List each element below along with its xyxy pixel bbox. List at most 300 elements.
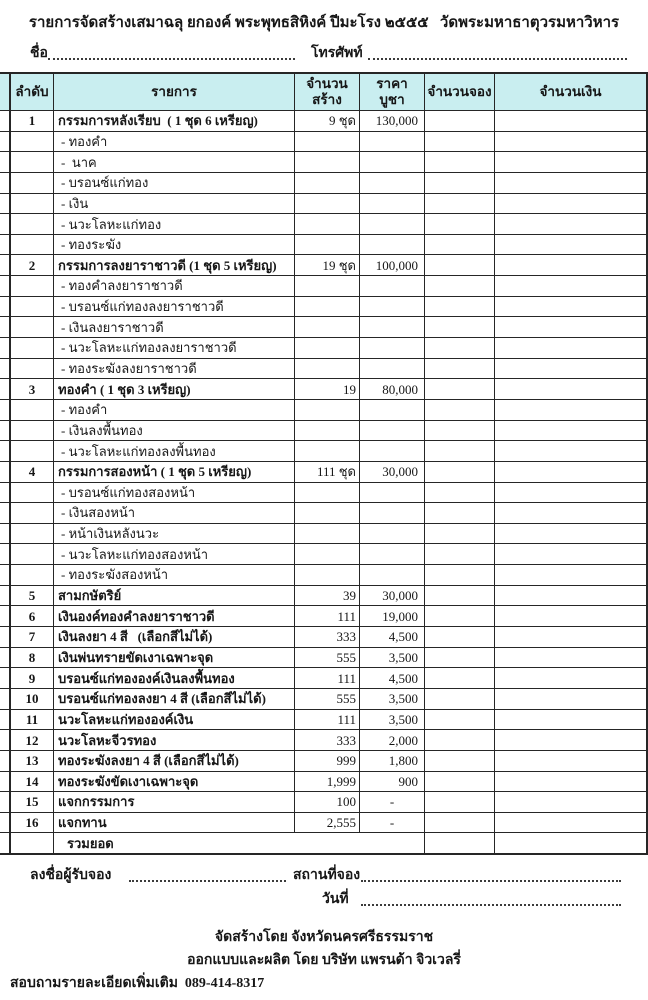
- item-cell: - นวะโลหะแก่ทอง: [54, 214, 295, 234]
- sub-item-row: [11, 235, 646, 256]
- reserve-cell: [425, 586, 495, 606]
- reserve-cell: [425, 214, 495, 234]
- no-cell: [11, 400, 54, 420]
- amount-cell: [495, 503, 646, 523]
- no-cell: 11: [11, 710, 54, 730]
- qty-cell: 555: [295, 689, 360, 709]
- edge-strip-cell: [0, 813, 9, 834]
- amount-cell: [495, 544, 646, 564]
- header-amount-label: จำนวนเงิน: [539, 84, 602, 100]
- amount-cell: [495, 441, 646, 461]
- item-cell: กรรมการหลังเรียบ ( 1 ชุด 6 เหรียญ): [54, 111, 295, 131]
- qty-cell: [295, 565, 360, 585]
- item-row: [11, 751, 646, 772]
- item-cell: - เงินลงพื้นทอง: [54, 421, 295, 441]
- amount-cell: [495, 276, 646, 296]
- qty-cell: [295, 317, 360, 337]
- item-cell: เงินพ่นทรายขัดเงาเฉพาะจุด: [54, 648, 295, 668]
- page-edge-strip: [0, 72, 9, 855]
- price-cell: [360, 214, 425, 234]
- qty-cell: 2,555: [295, 813, 360, 833]
- edge-strip-cell: [0, 297, 9, 318]
- header-qty: [295, 74, 360, 110]
- sub-item-row: [11, 400, 646, 421]
- header-no-label: ลำดับ: [15, 84, 49, 100]
- edge-strip-cell: [0, 503, 9, 524]
- header-item: [54, 74, 295, 110]
- no-cell: [11, 544, 54, 564]
- item-cell: - เงิน: [54, 194, 295, 214]
- edge-strip-cell: [0, 586, 9, 607]
- reserve-cell: [425, 317, 495, 337]
- sub-item-row: [11, 421, 646, 442]
- item-cell: - หน้าเงินหลังนวะ: [54, 524, 295, 544]
- no-cell: 5: [11, 586, 54, 606]
- reserve-cell: [425, 483, 495, 503]
- edge-strip-cell: [0, 441, 9, 462]
- sign-fill-line: [129, 868, 286, 882]
- sub-item-row: [11, 565, 646, 586]
- price-cell: [360, 194, 425, 214]
- produced-by-line: ออกแบบและผลิต โดย บริษัท แพรนด้า จิวเวลรี่: [187, 953, 461, 968]
- item-cell: สามกษัตริย์: [54, 586, 295, 606]
- item-row: [11, 606, 646, 627]
- edge-strip-cell: [0, 276, 9, 297]
- edge-strip-cell: [0, 544, 9, 565]
- header-qty-line1: จำนวน: [306, 76, 348, 92]
- header-reserve-label: จำนวนจอง: [427, 84, 492, 100]
- price-cell: [360, 359, 425, 379]
- sign-label: ลงชื่อผู้รับจอง: [30, 868, 112, 883]
- qty-cell: [295, 235, 360, 255]
- qty-cell: [295, 173, 360, 193]
- sub-item-row: [11, 441, 646, 462]
- amount-cell: [495, 317, 646, 337]
- item-cell: บรอนซ์แก่ทองลงยา 4 สี (เลือกสีไม่ได้): [54, 689, 295, 709]
- amount-cell: [495, 833, 646, 853]
- edge-strip-cell: [0, 173, 9, 194]
- no-cell: [11, 235, 54, 255]
- item-row: [11, 586, 646, 607]
- no-cell: 1: [11, 111, 54, 131]
- no-cell: [11, 194, 54, 214]
- qty-cell: [295, 194, 360, 214]
- no-cell: 10: [11, 689, 54, 709]
- item-cell: - ทองคำ: [54, 400, 295, 420]
- edge-strip-cell: [0, 483, 9, 504]
- item-cell: นวะโลหะจีวรทอง: [54, 730, 295, 750]
- total-label-cell: รวมยอด: [54, 833, 425, 853]
- qty-cell: [295, 276, 360, 296]
- sub-item-row: [11, 173, 646, 194]
- price-cell: [360, 483, 425, 503]
- table-header-row: [11, 74, 646, 111]
- price-cell: [360, 400, 425, 420]
- edge-strip-cell: [0, 111, 9, 132]
- amount-cell: [495, 214, 646, 234]
- item-cell: กรรมการสองหน้า ( 1 ชุด 5 เหรียญ): [54, 462, 295, 482]
- edge-strip-cell: [0, 379, 9, 400]
- edge-strip-cell: [0, 462, 9, 483]
- reserve-cell: [425, 730, 495, 750]
- edge-strip-cell: [0, 421, 9, 442]
- amount-cell: [495, 813, 646, 833]
- price-cell: -: [360, 813, 425, 833]
- reserve-cell: [425, 524, 495, 544]
- reserve-cell: [425, 565, 495, 585]
- item-cell: เงินลงยา 4 สี (เลือกสีไม่ได้): [54, 627, 295, 647]
- amount-cell: [495, 586, 646, 606]
- sub-item-row: [11, 276, 646, 297]
- reserve-cell: [425, 400, 495, 420]
- item-cell: - บรอนซ์แก่ทองสองหน้า: [54, 483, 295, 503]
- price-cell: [360, 235, 425, 255]
- qty-cell: 333: [295, 730, 360, 750]
- sub-item-row: [11, 132, 646, 153]
- edge-strip-cell: [0, 689, 9, 710]
- price-cell: [360, 524, 425, 544]
- price-cell: 4,500: [360, 668, 425, 688]
- reserve-cell: [425, 111, 495, 131]
- amount-cell: [495, 772, 646, 792]
- edge-strip-cell: [0, 132, 9, 153]
- amount-cell: [495, 132, 646, 152]
- reserve-cell: [425, 648, 495, 668]
- item-row: [11, 111, 646, 132]
- amount-cell: [495, 379, 646, 399]
- item-cell: - ทองระฆัง: [54, 235, 295, 255]
- name-fill-line: [48, 46, 295, 60]
- item-row: [11, 668, 646, 689]
- no-cell: 12: [11, 730, 54, 750]
- no-cell: [11, 297, 54, 317]
- edge-strip-cell: [0, 710, 9, 731]
- edge-strip-cell: [0, 317, 9, 338]
- reserve-cell: [425, 421, 495, 441]
- price-cell: 100,000: [360, 255, 425, 275]
- header-item-label: รายการ: [151, 84, 197, 100]
- reserve-cell: [425, 379, 495, 399]
- amount-cell: [495, 565, 646, 585]
- phone-label: โทรศัพท์: [311, 46, 363, 61]
- amount-cell: [495, 524, 646, 544]
- amount-cell: [495, 483, 646, 503]
- place-fill-line: [361, 868, 621, 882]
- reserve-cell: [425, 627, 495, 647]
- item-cell: - ทองระฆังลงยาราชาวดี: [54, 359, 295, 379]
- item-row: [11, 772, 646, 793]
- item-row: [11, 689, 646, 710]
- reserve-cell: [425, 194, 495, 214]
- price-cell: [360, 503, 425, 523]
- amount-cell: [495, 297, 646, 317]
- price-cell: 2,000: [360, 730, 425, 750]
- item-row: [11, 792, 646, 813]
- no-cell: 8: [11, 648, 54, 668]
- no-cell: 2: [11, 255, 54, 275]
- no-cell: [11, 173, 54, 193]
- reserve-cell: [425, 710, 495, 730]
- reserve-cell: [425, 359, 495, 379]
- reserve-cell: [425, 544, 495, 564]
- qty-cell: 1,999: [295, 772, 360, 792]
- place-label: สถานที่จอง: [293, 868, 361, 883]
- price-cell: [360, 421, 425, 441]
- sub-item-row: [11, 524, 646, 545]
- qty-cell: [295, 214, 360, 234]
- reserve-cell: [425, 235, 495, 255]
- no-cell: 6: [11, 606, 54, 626]
- reserve-cell: [425, 441, 495, 461]
- amount-cell: [495, 689, 646, 709]
- price-cell: 130,000: [360, 111, 425, 131]
- item-cell: นวะโลหะแก่ทององค์เงิน: [54, 710, 295, 730]
- no-cell: 14: [11, 772, 54, 792]
- reserve-cell: [425, 751, 495, 771]
- qty-cell: [295, 338, 360, 358]
- reserve-cell: [425, 338, 495, 358]
- qty-cell: 333: [295, 627, 360, 647]
- sub-item-row: [11, 359, 646, 380]
- item-cell: - นวะโลหะแก่ทองสองหน้า: [54, 544, 295, 564]
- phone-fill-line: [368, 46, 627, 60]
- edge-strip-cell: [0, 400, 9, 421]
- price-cell: [360, 173, 425, 193]
- sub-item-row: [11, 214, 646, 235]
- amount-cell: [495, 648, 646, 668]
- item-cell: ทองคำ ( 1 ชุด 3 เหรียญ): [54, 379, 295, 399]
- reserve-cell: [425, 152, 495, 172]
- no-cell: [11, 214, 54, 234]
- price-cell: 30,000: [360, 586, 425, 606]
- amount-cell: [495, 792, 646, 812]
- qty-cell: 111: [295, 606, 360, 626]
- edge-strip-cell: [0, 255, 9, 276]
- item-row: [11, 648, 646, 669]
- qty-cell: 555: [295, 648, 360, 668]
- item-cell: บรอนซ์แก่ทององค์เงินลงพื้นทอง: [54, 668, 295, 688]
- made-by-line: จัดสร้างโดย จังหวัดนครศรีธรรมราช: [214, 930, 434, 945]
- item-cell: - นาค: [54, 152, 295, 172]
- item-cell: - บรอนซ์แก่ทอง: [54, 173, 295, 193]
- sub-item-row: [11, 503, 646, 524]
- item-cell: - นวะโลหะแก่ทองลงพื้นทอง: [54, 441, 295, 461]
- amount-cell: [495, 338, 646, 358]
- price-cell: [360, 276, 425, 296]
- edge-strip-cell: [0, 194, 9, 215]
- edge-strip-cell: [0, 359, 9, 380]
- no-cell: 13: [11, 751, 54, 771]
- reserve-cell: [425, 813, 495, 833]
- amount-cell: [495, 606, 646, 626]
- reserve-cell: [425, 132, 495, 152]
- amount-cell: [495, 173, 646, 193]
- no-cell: [11, 359, 54, 379]
- price-cell: 3,500: [360, 710, 425, 730]
- no-cell: [11, 524, 54, 544]
- edge-strip-cell: [0, 338, 9, 359]
- edge-strip-cell: [0, 833, 9, 853]
- no-cell: [11, 503, 54, 523]
- no-cell: [11, 132, 54, 152]
- no-cell: [11, 317, 54, 337]
- price-cell: 80,000: [360, 379, 425, 399]
- reserve-cell: [425, 503, 495, 523]
- price-cell: 1,800: [360, 751, 425, 771]
- qty-cell: [295, 297, 360, 317]
- item-cell: - นวะโลหะแก่ทองลงยาราชาวดี: [54, 338, 295, 358]
- no-cell: 15: [11, 792, 54, 812]
- qty-cell: 999: [295, 751, 360, 771]
- sub-item-row: [11, 544, 646, 565]
- header-price-line1: ราคา: [376, 76, 408, 92]
- sub-item-row: [11, 338, 646, 359]
- edge-strip-body: [0, 111, 9, 853]
- qty-cell: 111 ชุด: [295, 462, 360, 482]
- reserve-cell: [425, 276, 495, 296]
- price-cell: [360, 441, 425, 461]
- sub-item-row: [11, 297, 646, 318]
- edge-strip-cell: [0, 648, 9, 669]
- item-cell: - ทองคำ: [54, 132, 295, 152]
- reserve-cell: [425, 833, 495, 853]
- price-cell: 3,500: [360, 689, 425, 709]
- price-cell: 3,500: [360, 648, 425, 668]
- qty-cell: 19: [295, 379, 360, 399]
- header-price-line2: บูชา: [379, 92, 405, 107]
- edge-strip-header: [0, 74, 9, 111]
- qty-cell: [295, 400, 360, 420]
- no-cell: [11, 421, 54, 441]
- order-table: [9, 72, 648, 855]
- price-cell: [360, 152, 425, 172]
- no-cell: 16: [11, 813, 54, 833]
- item-row: [11, 627, 646, 648]
- reserve-cell: [425, 255, 495, 275]
- item-cell: - ทองระฆังสองหน้า: [54, 565, 295, 585]
- sub-item-row: [11, 317, 646, 338]
- amount-cell: [495, 627, 646, 647]
- reserve-cell: [425, 668, 495, 688]
- reserve-cell: [425, 689, 495, 709]
- amount-cell: [495, 194, 646, 214]
- item-row: [11, 813, 646, 834]
- price-cell: -: [360, 792, 425, 812]
- sub-item-row: [11, 194, 646, 215]
- price-cell: 30,000: [360, 462, 425, 482]
- edge-strip-cell: [0, 668, 9, 689]
- date-label: วันที่: [322, 892, 349, 907]
- item-cell: แจกกรรมการ: [54, 792, 295, 812]
- header-reserve: [425, 74, 495, 110]
- item-cell: - เงินสองหน้า: [54, 503, 295, 523]
- item-cell: แจกทาน: [54, 813, 295, 833]
- reserve-cell: [425, 173, 495, 193]
- item-row: [11, 255, 646, 276]
- item-cell: - ทองคำลงยาราชาวดี: [54, 276, 295, 296]
- qty-cell: [295, 421, 360, 441]
- item-cell: ทองระฆังขัดเงาเฉพาะจุด: [54, 772, 295, 792]
- item-cell: กรรมการลงยาราชาวดี (1 ชุด 5 เหรียญ): [54, 255, 295, 275]
- no-cell: [11, 833, 54, 853]
- header-amount: [495, 74, 646, 110]
- no-cell: [11, 565, 54, 585]
- item-cell: - บรอนซ์แก่ทองลงยาราชาวดี: [54, 297, 295, 317]
- edge-strip-cell: [0, 524, 9, 545]
- amount-cell: [495, 710, 646, 730]
- price-cell: 4,500: [360, 627, 425, 647]
- reserve-cell: [425, 462, 495, 482]
- qty-cell: [295, 441, 360, 461]
- contact-line: สอบถามรายละเอียดเพิ่มเติม 089-414-8317: [10, 976, 265, 991]
- item-row: [11, 462, 646, 483]
- edge-strip-cell: [0, 152, 9, 173]
- edge-strip-cell: [0, 730, 9, 751]
- no-cell: 7: [11, 627, 54, 647]
- qty-cell: [295, 483, 360, 503]
- edge-strip-cell: [0, 565, 9, 586]
- no-cell: [11, 338, 54, 358]
- header-price: [360, 74, 425, 110]
- name-label: ชื่อ: [30, 46, 48, 61]
- item-cell: เงินองค์ทองคำลงยาราชาวดี: [54, 606, 295, 626]
- qty-cell: [295, 359, 360, 379]
- amount-cell: [495, 359, 646, 379]
- item-row: [11, 730, 646, 751]
- amount-cell: [495, 462, 646, 482]
- qty-cell: 9 ชุด: [295, 111, 360, 131]
- no-cell: [11, 152, 54, 172]
- header-no: [11, 74, 54, 110]
- qty-cell: 39: [295, 586, 360, 606]
- no-cell: 4: [11, 462, 54, 482]
- amount-cell: [495, 235, 646, 255]
- qty-cell: 111: [295, 668, 360, 688]
- qty-cell: [295, 152, 360, 172]
- item-row: [11, 710, 646, 731]
- amount-cell: [495, 421, 646, 441]
- amount-cell: [495, 730, 646, 750]
- reserve-cell: [425, 606, 495, 626]
- no-cell: [11, 276, 54, 296]
- edge-strip-cell: [0, 792, 9, 813]
- reserve-cell: [425, 772, 495, 792]
- edge-strip-cell: [0, 235, 9, 256]
- no-cell: 3: [11, 379, 54, 399]
- amount-cell: [495, 255, 646, 275]
- qty-cell: [295, 544, 360, 564]
- page-title: รายการจัดสร้างเสมาฉลุ ยกองค์ พระพุทธสิหิงค์ ปีมะโรง ๒๕๕๕ วัดพระมหาธาตุวรมหาวิหาร: [28, 15, 620, 31]
- reserve-cell: [425, 297, 495, 317]
- total-row: [11, 833, 646, 853]
- amount-cell: [495, 400, 646, 420]
- qty-cell: 100: [295, 792, 360, 812]
- qty-cell: [295, 503, 360, 523]
- edge-strip-cell: [0, 751, 9, 772]
- edge-strip-cell: [0, 772, 9, 793]
- price-cell: 900: [360, 772, 425, 792]
- header-qty-line2: สร้าง: [312, 92, 342, 107]
- qty-cell: [295, 132, 360, 152]
- table-body: [11, 111, 646, 853]
- sub-item-row: [11, 152, 646, 173]
- price-cell: [360, 565, 425, 585]
- date-fill-line: [361, 892, 621, 906]
- price-cell: [360, 297, 425, 317]
- reserve-cell: [425, 792, 495, 812]
- no-cell: 9: [11, 668, 54, 688]
- item-cell: - เงินลงยาราชาวดี: [54, 317, 295, 337]
